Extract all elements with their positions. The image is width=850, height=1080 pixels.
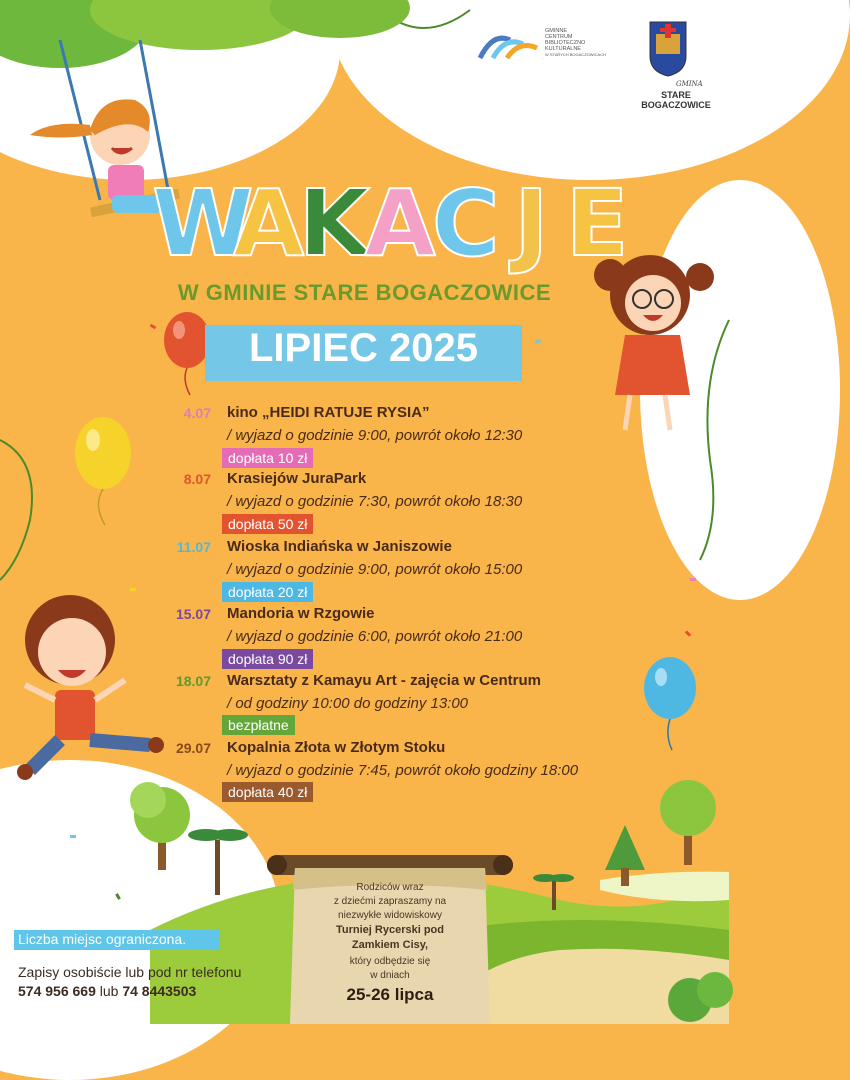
event-title: kino „HEIDI RATUJE RYSIA” [227,404,430,421]
event-time: / od godziny 10:00 do godziny 13:00 [227,695,469,712]
event-cost-badge: dopłata 40 zł [222,782,313,802]
event-cost-badge: dopłata 50 zł [222,514,313,534]
coat-of-arms-icon [648,20,688,78]
event-date: 4.07 [183,405,211,421]
library-logo-icon [475,26,545,62]
page-subtitle: W GMINIE STARE BOGACZOWICE [177,280,552,305]
event-title: Warsztaty z Kamayu Art - zajęcia w Centrum [227,672,541,689]
tree-icon [130,782,190,870]
confetti [130,588,136,591]
event-date: 15.07 [175,606,211,622]
event-cost-badge: dopłata 20 zł [222,582,313,602]
scroll-text: Rodziców wraz [356,882,424,893]
palm-tree-icon [188,829,248,895]
event-date: 8.07 [183,471,211,487]
scroll-dates: 25-26 lipca [346,985,434,1004]
event-cost-badge: bezpłatne [222,715,295,735]
scroll-text: niezwykłe widowiskowy [338,910,442,921]
event-time: / wyjazd o godzinie 9:00, powrót około 12:30 [227,427,523,444]
library-logo-text: GMINNE CENTRUM BIBLIOTECZNO KULTURALNE W STARYCH BOGACZOWICACH [545,28,606,57]
scroll-text: który odbędzie się [349,956,431,967]
confetti [70,835,76,838]
title-letter: A [364,170,436,277]
boy-jumping-illustration [10,590,170,790]
gmina-name: STARE BOGACZOWICE [641,90,711,110]
event-title: Kopalnia Złota w Złotym Stoku [227,739,446,756]
limit-notice: Liczba miejsc ograniczona. [18,931,187,947]
blue-balloon-icon [640,655,700,755]
scroll-text: Turniej Rycerski pod [336,924,444,936]
title-letter: A [232,170,305,277]
event-time: / wyjazd o godzinie 7:45, powrót około godziny 18:00 [227,762,579,779]
title-letter: C [431,170,500,277]
confetti [690,578,696,581]
event-date: 29.07 [175,740,211,756]
title-letter: J [514,170,549,277]
yellow-balloon-icon [73,415,135,530]
title-letter: K [298,170,370,277]
month-label: LIPIEC 2025 [248,326,478,370]
title-letter: W [152,170,254,277]
event-time: / wyjazd o godzinie 6:00, powrót około 21:00 [227,628,523,645]
title-letter: E [565,170,629,277]
event-cost-badge: dopłata 10 zł [222,448,313,468]
phone-number: 574 956 669 [18,983,96,999]
event-date: 18.07 [175,673,211,689]
event-title: Mandoria w Rzgowie [227,605,375,622]
event-title: Krasiejów JuraPark [227,470,367,487]
phone-number: 74 8443503 [122,983,197,999]
event-cost-badge: dopłata 90 zł [222,649,313,669]
event-date: 11.07 [176,539,211,555]
event-time: / wyjazd o godzinie 9:00, powrót około 15:00 [227,561,523,578]
event-title: Wioska Indiańska w Janiszowie [227,538,452,555]
page-title [152,160,630,277]
gmina-label: GMINA [676,80,703,88]
scroll-text: Zamkiem Cisy, [351,939,429,951]
phone-numbers [18,983,196,999]
scroll-text: w dniach [370,970,410,981]
signup-info: Zapisy osobiście lub pod nr telefonu [18,964,242,980]
tree-icon [660,780,716,865]
event-time: / wyjazd o godzinie 7:30, powrót około 18:30 [227,493,523,510]
phone-separator: lub [95,983,123,999]
scroll-text: z dziećmi zapraszamy na [333,896,447,907]
